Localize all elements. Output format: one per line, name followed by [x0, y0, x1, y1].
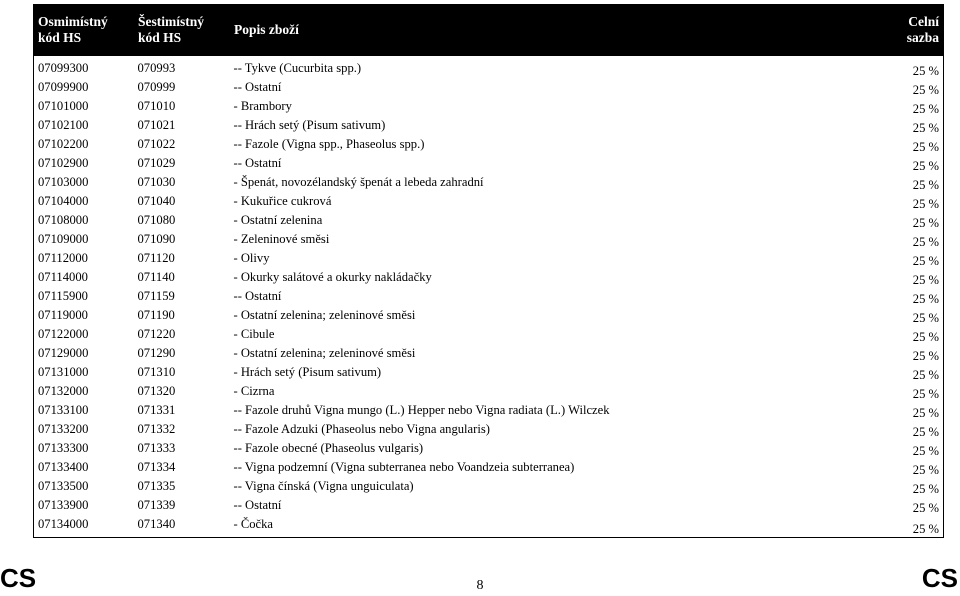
cell-duty-rate: 25 % — [912, 406, 939, 420]
cell-description: - Brambory — [233, 99, 292, 113]
cell-code6: 071340 — [137, 517, 176, 531]
table-row — [34, 383, 944, 402]
cell-description: -- Hrách setý (Pisum sativum) — [233, 118, 386, 132]
cell-code8: 07102900 — [38, 156, 89, 170]
cell-duty-rate: 25 % — [912, 121, 939, 135]
table-row — [34, 421, 944, 440]
cell-code6: 071010 — [137, 99, 176, 113]
cell-description: -- Fazole (Vigna spp., Phaseolus spp.) — [233, 137, 425, 151]
table-row — [34, 60, 944, 79]
table-header-row — [34, 5, 944, 56]
cell-code6: 071040 — [137, 194, 176, 208]
table-body — [34, 56, 944, 538]
cell-description: -- Vigna čínská (Vigna unguiculata) — [233, 479, 414, 493]
cell-code6: 071029 — [137, 156, 176, 170]
cell-code6: 071339 — [137, 498, 176, 512]
cell-description: -- Ostatní — [233, 80, 282, 94]
table-row — [34, 402, 944, 421]
cell-duty-rate: 25 % — [912, 254, 939, 268]
cell-code6: 071332 — [137, 422, 176, 436]
cell-description: -- Fazole Adzuki (Phaseolus nebo Vigna angularis) — [233, 422, 490, 436]
cell-code8: 07119000 — [38, 308, 88, 322]
cell-code8: 07112000 — [38, 251, 88, 265]
cell-code8: 07133300 — [38, 441, 89, 455]
cell-duty-rate: 25 % — [912, 102, 939, 116]
cell-code8: 07114000 — [38, 270, 88, 284]
cell-duty-rate: 25 % — [912, 83, 939, 97]
cell-code8: 07108000 — [38, 213, 89, 227]
cell-duty-rate: 25 % — [912, 482, 939, 496]
cell-code6: 071140 — [137, 270, 175, 284]
cell-description: - Čočka — [233, 517, 274, 531]
cell-code6: 071335 — [137, 479, 176, 493]
header-code8 — [34, 5, 134, 56]
header-rate-line2: sazba — [906, 30, 939, 45]
table-row — [34, 478, 944, 497]
cell-code8: 07109000 — [38, 232, 89, 246]
cell-duty-rate: 25 % — [912, 330, 939, 344]
table-row — [34, 345, 944, 364]
cell-description: - Cibule — [233, 327, 275, 341]
cell-code8: 07133100 — [38, 403, 89, 417]
cell-duty-rate: 25 % — [912, 197, 939, 211]
tariff-table — [33, 4, 944, 538]
cell-description: -- Vigna podzemní (Vigna subterranea nebo Voandzeia subterranea) — [233, 460, 575, 474]
table-row — [34, 231, 944, 250]
cell-description: - Hrách setý (Pisum sativum) — [233, 365, 382, 379]
cell-code8: 07134000 — [38, 517, 89, 531]
cell-code8: 07133200 — [38, 422, 89, 436]
cell-code6: 071310 — [137, 365, 176, 379]
header-rate — [870, 5, 944, 56]
table-row — [34, 155, 944, 174]
cell-code6: 071159 — [137, 289, 175, 303]
cell-duty-rate: 25 % — [912, 368, 939, 382]
cell-duty-rate: 25 % — [912, 463, 939, 477]
table-row — [34, 79, 944, 98]
cell-code8: 07101000 — [38, 99, 89, 113]
cell-duty-rate: 25 % — [912, 501, 939, 515]
cell-description: - Cizrna — [233, 384, 275, 398]
table-header — [34, 5, 944, 56]
cell-duty-rate: 25 % — [912, 444, 939, 458]
cell-code6: 071090 — [137, 232, 176, 246]
cell-code6: 071333 — [137, 441, 176, 455]
cell-duty-rate: 25 % — [912, 425, 939, 439]
cell-description: -- Ostatní — [233, 498, 282, 512]
table-row — [34, 136, 944, 155]
cell-code8: 07104000 — [38, 194, 89, 208]
cell-duty-rate: 25 % — [912, 387, 939, 401]
cell-code6: 071021 — [137, 118, 176, 132]
cell-description: - Zeleninové směsi — [233, 232, 330, 246]
cell-duty-rate: 25 % — [912, 522, 939, 536]
table-row — [34, 174, 944, 193]
cell-code8: 07133900 — [38, 498, 89, 512]
cell-code8: 07103000 — [38, 175, 89, 189]
cell-duty-rate: 25 % — [912, 159, 939, 173]
cell-code6: 071331 — [137, 403, 176, 417]
cell-description: - Ostatní zelenina; zeleninové směsi — [233, 308, 416, 322]
cell-code6: 071334 — [137, 460, 176, 474]
cell-code8: 07132000 — [38, 384, 89, 398]
cell-description: -- Tykve (Cucurbita spp.) — [233, 61, 362, 75]
header-desc — [230, 5, 870, 56]
footer-language-left: CS — [0, 563, 37, 593]
table-row — [34, 459, 944, 478]
cell-description: - Okurky salátové a okurky nakládačky — [233, 270, 432, 284]
cell-duty-rate: 25 % — [912, 311, 939, 325]
cell-code8: 07122000 — [38, 327, 89, 341]
cell-duty-rate: 25 % — [912, 216, 939, 230]
cell-code6: 071190 — [137, 308, 175, 322]
cell-code8: 07099300 — [38, 61, 89, 75]
cell-code8: 07129000 — [38, 346, 89, 360]
cell-code8: 07131000 — [38, 365, 89, 379]
cell-code6: 071022 — [137, 137, 176, 151]
cell-duty-rate: 25 % — [912, 292, 939, 306]
table-row — [34, 269, 944, 288]
header-rate-line1: Celní — [908, 14, 939, 29]
cell-code8: 07115900 — [38, 289, 88, 303]
cell-description: - Ostatní zelenina; zeleninové směsi — [233, 346, 416, 360]
header-code6-line1: Šestimístný — [138, 14, 205, 29]
footer-language-right: CS — [921, 563, 958, 593]
cell-description: - Kukuřice cukrová — [233, 194, 332, 208]
cell-code8: 07102200 — [38, 137, 89, 151]
table-row — [34, 212, 944, 231]
cell-code6: 071030 — [137, 175, 176, 189]
cell-duty-rate: 25 % — [912, 273, 939, 287]
cell-description: - Ostatní zelenina — [233, 213, 323, 227]
cell-code6: 071320 — [137, 384, 176, 398]
cell-duty-rate: 25 % — [912, 349, 939, 363]
table-row — [34, 326, 944, 345]
table-row — [34, 307, 944, 326]
cell-code6: 071080 — [137, 213, 176, 227]
table-row — [34, 516, 944, 538]
cell-description: -- Ostatní — [233, 289, 282, 303]
header-code6 — [134, 5, 230, 56]
table-row — [34, 497, 944, 516]
table-row — [34, 117, 944, 136]
cell-code6: 070999 — [137, 80, 176, 94]
cell-code6: 071120 — [137, 251, 175, 265]
header-desc-line1: Popis zboží — [234, 22, 299, 37]
table-row — [34, 288, 944, 307]
cell-description: -- Fazole obecné (Phaseolus vulgaris) — [233, 441, 424, 455]
cell-code8: 07102100 — [38, 118, 89, 132]
header-code6-line2: kód HS — [138, 30, 182, 45]
header-code8-line1: Osmimístný — [38, 14, 108, 29]
cell-description: -- Ostatní — [233, 156, 282, 170]
cell-code6: 071220 — [137, 327, 176, 341]
table-row — [34, 193, 944, 212]
cell-code6: 071290 — [137, 346, 176, 360]
cell-duty-rate: 25 % — [912, 178, 939, 192]
cell-duty-rate: 25 % — [912, 235, 939, 249]
page-number: 8 — [476, 578, 484, 593]
cell-code8: 07099900 — [38, 80, 89, 94]
table-row — [34, 250, 944, 269]
cell-duty-rate: 25 % — [912, 140, 939, 154]
cell-code8: 07133500 — [38, 479, 89, 493]
cell-description: - Olivy — [233, 251, 270, 265]
cell-duty-rate: 25 % — [912, 64, 939, 78]
cell-code8: 07133400 — [38, 460, 89, 474]
header-code8-line2: kód HS — [38, 30, 82, 45]
table-row — [34, 98, 944, 117]
cell-description: - Špenát, novozélandský špenát a lebeda zahradní — [233, 175, 484, 189]
cell-code6: 070993 — [137, 61, 176, 75]
cell-description: -- Fazole druhů Vigna mungo (L.) Hepper nebo Vigna radiata (L.) Wilczek — [233, 403, 610, 417]
table-row — [34, 364, 944, 383]
table-row — [34, 440, 944, 459]
